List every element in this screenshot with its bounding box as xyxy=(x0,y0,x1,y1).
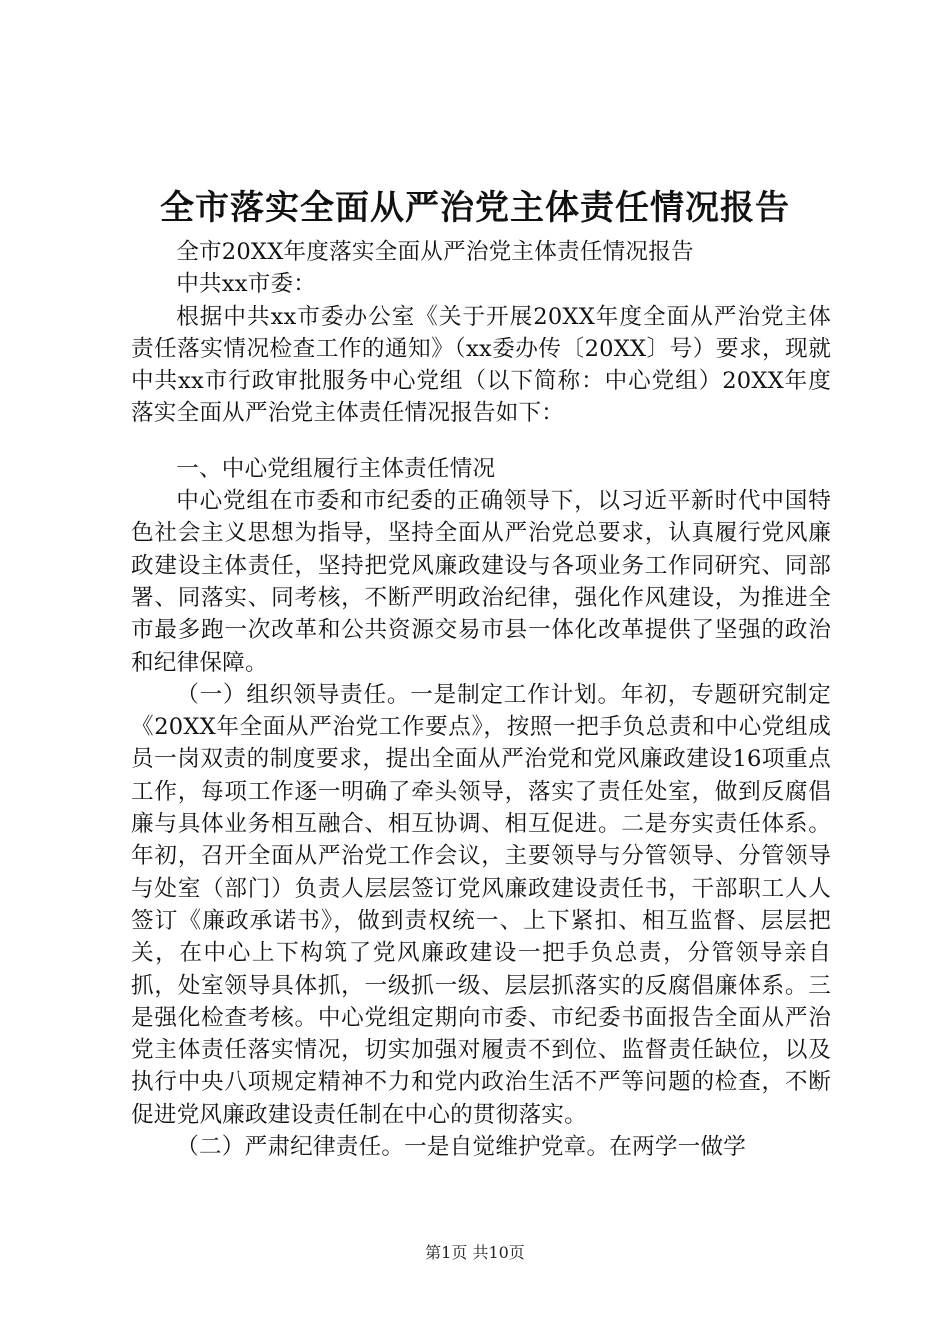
body-paragraph: （一）组织领导责任。一是制定工作计划。年初，专题研究制定《20XX年全面从严治党工作要点》，按照一把手负总责和中心党组成员一岗双责的制度要求，提出全面从严治党和党风廉政建设16项重点工作，每项工作逐一明确了牵头领导，落实了责任处室，做到反腐倡廉与具体业务相互融合、相互协调、相互促进。二是夯实责任体系。年初，召开全面从严治党工作会议，主要领导与分管领导、分管领导与处室（部门）负责人层层签订党风廉政建设责任书，干部职工人人签订《廉政承诺书》，做到责权统一、上下紧扣、相互监督、层层把关，在中心上下构筑了党风廉政建设一把手负总责，分管领导亲自抓，处室领导具体抓，一级抓一级、层层抓落实的反腐倡廉体系。三是强化检查考核。中心党组定期向市委、市纪委书面报告全面从严治党主体责任落实情况，切实加强对履责不到位、监督责任缺位，以及执行中央八项规定精神不力和党内政治生活不严等问题的检查，不断促进党风廉政建设责任制在中心的贯彻落实。 xyxy=(131,681,831,1128)
intro-paragraph: 根据中共xx市委办公室《关于开展20XX年度全面从严治党主体责任落实情况检查工作的通知》（xx委办传〔20XX〕号）要求，现就中共xx市行政审批服务中心党组（以下简称：中心党组）20XX年度落实全面从严治党主体责任情况报告如下： xyxy=(131,303,831,427)
section-heading: 一、中心党组履行主体责任情况 xyxy=(176,455,496,482)
body-paragraph: （二）严肃纪律责任。一是自觉维护党章。在两学一做学 xyxy=(176,1134,747,1161)
body-paragraph: 中心党组在市委和市纪委的正确领导下，以习近平新时代中国特色社会主义思想为指导，坚持全面从严治党总要求，认真履行党风廉政建设主体责任，坚持把党风廉政建设与各项业务工作同研究、同部署、同落实、同考核，不断严明政治纪律，强化作风建设，为推进全市最多跑一次改革和公共资源交易市县一体化改革提供了坚强的政治和纪律保障。 xyxy=(131,488,831,676)
subtitle-paragraph: 全市20XX年度落实全面从严治党主体责任情况报告 xyxy=(176,239,694,265)
document-body xyxy=(131,236,831,1163)
salutation-paragraph: 中共xx市委： xyxy=(176,271,317,298)
document-title: 全市落实全面从严治党主体责任情况报告 xyxy=(160,188,790,228)
page-number-footer: 第1页 共10页 xyxy=(425,1243,525,1262)
